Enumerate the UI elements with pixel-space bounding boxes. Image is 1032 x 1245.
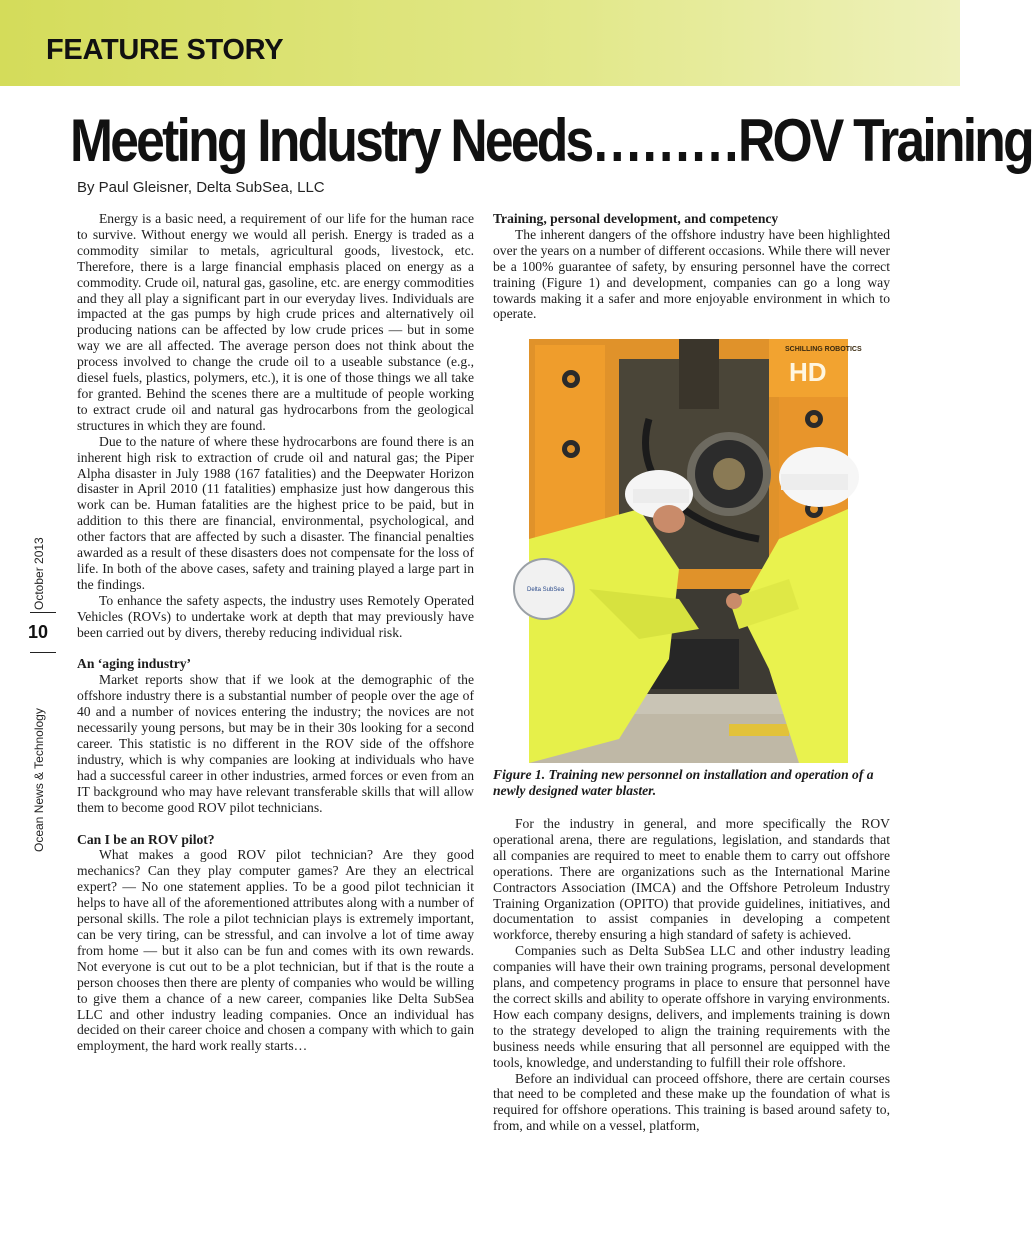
left-column <box>77 211 474 1054</box>
section-heading: Training, personal development, and competency <box>493 211 779 226</box>
figure-photo <box>527 339 862 763</box>
section-heading: An ‘aging industry’ <box>77 656 192 672</box>
right-column-top <box>493 211 890 322</box>
rov-brand-small: SCHILLING ROBOTICS <box>785 346 862 353</box>
section-heading: Can I be an ROV pilot? <box>77 831 215 847</box>
training-photo-illustration <box>527 339 862 763</box>
issue-date: October 2013 <box>32 537 46 610</box>
article-title: Meeting Industry Needs………ROV Training <box>70 107 1032 174</box>
patch-label: Delta SubSea <box>527 587 565 593</box>
body-paragraph: Due to the nature of where these hydrocarbons are found there is an inherent high risk to extraction of crude oil and natural gas; the Piper Alpha disaster in July 1988 (167 fatalities) and the Deepwater Horizon disaster in April 2010 (11 fatalities) emphasize just how dangerous this work can be. Human fatalities are the highest price to be paid, but in addition to this there are financial, environmental, psychological, and other factors that are affected by such a disaster. The financial penalties awarded as a result of these disasters does not compensate for the loss of life. In both of the above cases, safety and training played a large part in the findings. <box>77 433 474 592</box>
body-paragraph: Energy is a basic need, a requirement of our life for the human race to survive. Without energy we would all perish. Energy is traded as a commodity similar to metals, agricultural goods, livestock, etc. Therefore, there is a large financial emphasis placed on energy as a commodity. Crude oil, natural gas, gasoline, etc. are energy commodities and they all play a significant part in our everyday lives. Individuals are impacted at the gas pumps by high crude prices and alternatively oil producing nations can be affected by low crude prices — but in some way we are all affected. The average person does not think about the process involved to change the crude oil to a useable substance (e.g., diesel fuels, plastics, polymers, etc.), it is one of those things we all take for granted. Behind the scenes there are a multitude of people working to extract crude oil and natural gas hydrocarbons from the geological structures in which they are found. <box>77 211 474 433</box>
sidebar-divider <box>30 612 56 613</box>
body-paragraph: Before an individual can proceed offshore, there are certain courses that need to be completed and these make up the foundation of what is required for offshore operations. This training is based around safety to, from, and while on a vessel, platform, <box>493 1070 890 1134</box>
right-column-bottom <box>493 816 890 1134</box>
publication-name: Ocean News & Technology <box>32 708 46 852</box>
body-paragraph: What makes a good ROV pilot technician? Are they good mechanics? Can they play computer games? Are they an electrical expert? — No one statement applies. To be a good pilot technician it helps to have all of the aforementioned attributes along with a number of personal skills. The role a pilot technician plays is extremely important, can be very tiring, can be stressful, and can involve a lot of time away from home — but it also can be fun and comes with its own rewards. Not everyone is cut out to be a plot technician, but if that is the route a person chooses then there are plenty of companies who would be willing to give them a chance of a new career, companies like Delta SubSea LLC and other industry leading companies. Once an individual has decided on their career choice and chosen a company with which to gain employment, the hard work really starts… <box>77 847 474 1054</box>
section-label: FEATURE STORY <box>46 34 284 66</box>
rov-brand: HD <box>789 357 827 387</box>
body-paragraph: For the industry in general, and more specifically the ROV operational arena, there are regulations, legislation, and standards that all companies are required to meet to enable them to carry out offshore operations. There are organizations such as the International Marine Contractors Association (IMCA) and the Offshore Petroleum Industry Training Organization (OPITO) that provide guidelines, initiatives, and documentation to assist companies in developing a competent workforce, thereby ensuring a high standard of safety is achieved. <box>493 816 890 943</box>
body-paragraph: Companies such as Delta SubSea LLC and other industry leading companies will have their own training programs, personal development plans, and competency programs in place to ensure that personnel have the correct skills and ability to operate offshore in varying environments. How each company designs, delivers, and implements training is down to the strategy developed to align the training requirements with the business needs while ensuring that all personnel are equipped with the tools, knowledge, and understanding to fulfill their role offshore. <box>493 943 890 1070</box>
article-byline: By Paul Gleisner, Delta SubSea, LLC <box>77 179 325 196</box>
body-paragraph: Market reports show that if we look at the demographic of the offshore industry there is a substantial number of people over the age of 40 and a number of novices entering the industry; the novices are not necessarily young persons, but may be in their 30s looking for a second career. This statistic is no different in the ROV side of the offshore industry, which is why companies are looking at individuals who have had a successful career in other industries, armed forces or even from an IT background who may have relevant transferable skills that will allow them to become good ROV pilot technicians. <box>77 672 474 815</box>
body-paragraph: The inherent dangers of the offshore industry have been highlighted over the years on a number of different occasions. While there will never be a 100% guarantee of safety, by ensuring personnel have the correct training (Figure 1) and development, companies can go a long way towards making it a safer and more enjoyable environment in which to operate. <box>493 226 890 322</box>
body-paragraph: To enhance the safety aspects, the industry uses Remotely Operated Vehicles (ROVs) to undertake work at depth that may previously have been carried out by divers, thereby reducing individual risk. <box>77 592 474 640</box>
page-sidebar <box>24 520 56 860</box>
page-number: 10 <box>28 622 49 642</box>
sidebar-divider <box>30 652 56 653</box>
figure-caption: Figure 1. Training new personnel on installation and operation of a newly designed water blaster. <box>493 767 874 798</box>
